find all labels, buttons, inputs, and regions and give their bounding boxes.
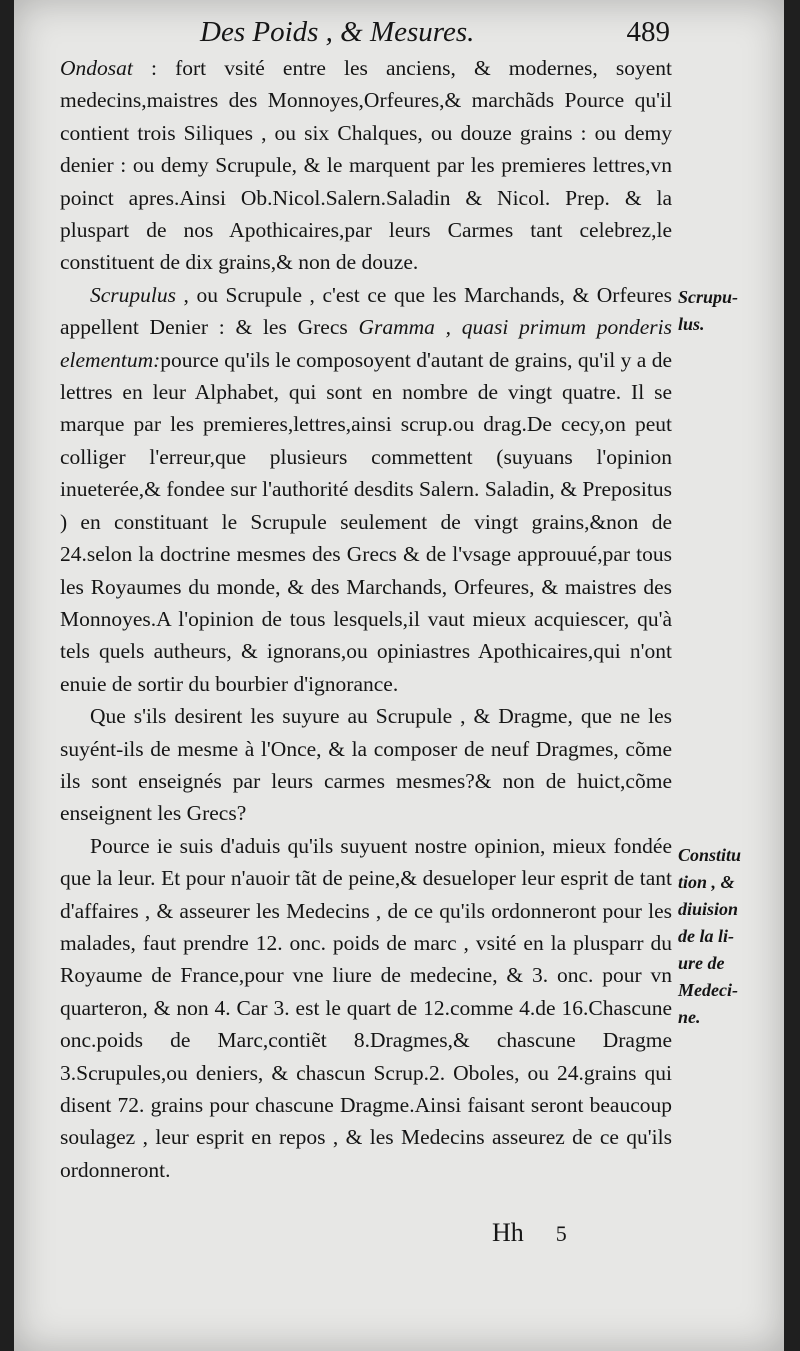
paragraph-dragme	[60, 700, 672, 830]
paragraph-scrupulus	[60, 279, 672, 700]
sidenote-line: lus.	[678, 314, 705, 334]
sidenote-line: Medeci-	[678, 980, 738, 1000]
paragraph-obolus	[60, 52, 672, 279]
sidenote-line: Scrupu-	[678, 287, 739, 307]
paragraph-text: Que s'ils desirent les suyure au Scrupule , & Dragme, que ne les suyént-ils de mesme à l'Once, & la composer de neuf Dragmes, cõme ils sont enseignés par leurs carmes mesmes?& non de huict,cõme enseignent les Grecs?	[60, 704, 672, 826]
page-footer	[492, 1218, 567, 1248]
sidenote-line: Constitu	[678, 845, 742, 865]
sidenote-line: tion , &	[678, 872, 735, 892]
page-number: 489	[626, 16, 670, 48]
paragraph-text: , ou Scrupule , c'est ce que les Marchands, & Orfeures appellent Denier : & les Grecs	[60, 282, 672, 340]
greek-term: Gramma , quasi primum ponderis elementum:	[60, 315, 672, 372]
book-page	[14, 0, 784, 1351]
sidenote-scrupulus	[678, 284, 778, 338]
paragraph-text: : fort vsité entre les anciens, & modernes, soyent medecins,maistres des Monnoyes,Orfeures,& marchãds Pource qu'il contient trois Siliques , ou six Chalques, ou douze grains : ou demy denier : ou demy Scrupule, & le marquent par les premieres lettres,vn poinct apres.Ainsi Ob.Nicol.Salern.Saladin & Nicol. Prep. & la pluspart de nos Apothicaires,par leurs Carmes tant celebrez,le constituent de dix grains,& non de douze.	[60, 56, 672, 275]
sidenote-line: diuision	[678, 899, 739, 919]
paragraph-text: Pource ie suis d'aduis qu'ils suyuent nostre opinion, mieux fondée que la leur. Et pour n'auoir tãt de peine,& desueloper leur esprit de tant d'affaires , & asseurer les Medecins , de ce qu'ils ordonneront pour les malades, faut prendre 12. onc. poids de marc , vsité en la plusparr du Royaume de France,pour vne liure de medecine, & 3. onc. pour vn quarteron, & non 4. Car 3. est le quart de 12.comme 4.de 16.Chascune onc.poids de Marc,contiẽt 8.Dragmes,& chascune Dragme 3.Scrupules,ou deniers, & chascun Scrup.2. Oboles, ou 24.grains qui disent 72. grains pour chascune Dragme.Ainsi faisant seront beaucoup soulagez , leur esprit en repos , & les Medecins asseurez de ce qu'ils ordonneront.	[60, 833, 672, 1182]
paragraph-text-continued: pource qu'ils le composoyent d'autant de grains, qu'il y a de lettres en leur Alphabet, qui sont en nombre de vingt quatre. Il se marque par les premieres,lettres,ainsi scrup.ou drag.De cecy,on peut colliger l'erreur,que plusieurs commettent (suyuans l'opinion inueterée,& fondee sur l'authorité desdits Salern. Saladin, & Prepositus ) en constituant le Scrupule seulement de vingt grains,&non de 24.selon la doctrine mesmes des Grecs & de l'vsage approuué,par tous les Royaumes du monde, & des Marchands, Orfeures, & maistres des Monnoyes.A l'opinion de tous lesquels,il vaut mieux acquiescer, qu'à tels quels autheurs, & ignorans,ou opiniastres Apothicaires,qui n'ont enuie de sortir du bourbier d'ignorance.	[60, 347, 672, 696]
page-header	[200, 16, 670, 56]
lead-word: Ondosat	[60, 56, 133, 80]
running-title: Des Poids , & Mesures.	[200, 16, 475, 48]
body-text	[60, 52, 672, 1186]
paragraph-opinion	[60, 830, 672, 1186]
sidenote-line: ne.	[678, 1007, 701, 1027]
sidenote-line: de la li-	[678, 926, 734, 946]
lead-word: Scrupulus	[90, 282, 176, 307]
signature-mark: Hh	[492, 1218, 524, 1247]
signature-number: 5	[555, 1221, 567, 1246]
sidenote-constitution	[678, 842, 778, 1031]
sidenote-line: ure de	[678, 953, 725, 973]
